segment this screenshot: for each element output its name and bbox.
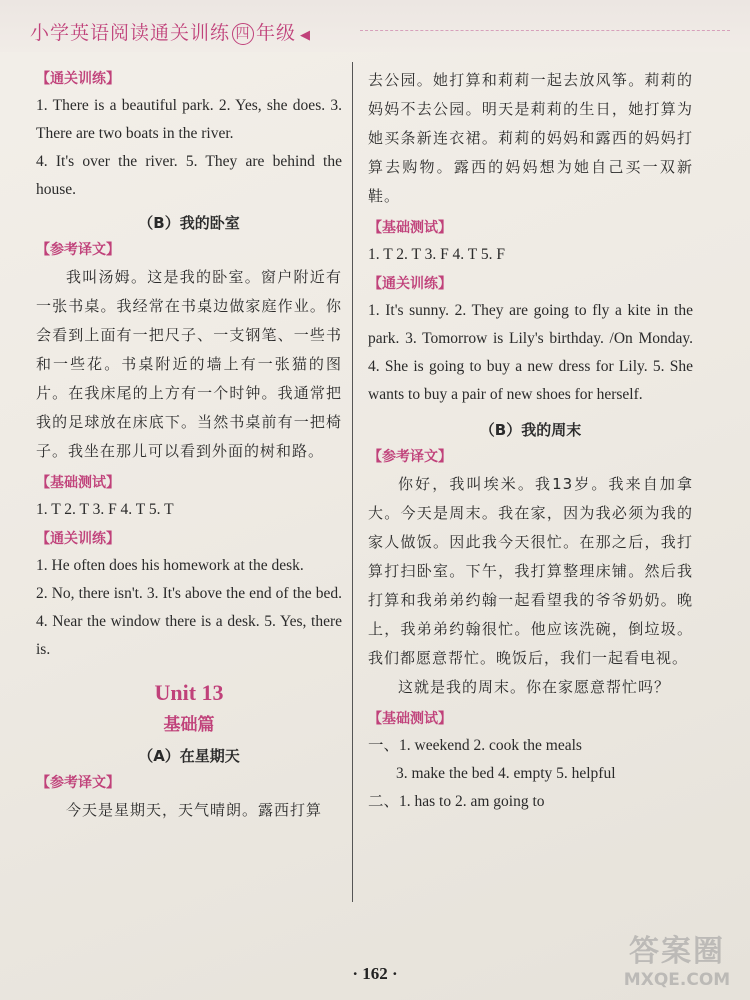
translation-paragraph: 你好，我叫埃米。我13岁。我来自加拿大。今天是周末。我在家，因为我必须为我的家人做饭。因此我今天很忙。在那之后，我打算打扫卧室。下午，我打算整理床铺。然后我打算和我弟弟约翰一起看望我的爷爷奶奶。晚上，我弟弟约翰很忙。他应该洗碗，倒垃圾。我们都愿意帮忙。晚饭后，我们一起看电视。: [368, 475, 693, 667]
answer-block: 1. It's sunny. 2. They are going to fly a kite in the park. 3. Tomorrow is Lily's birthday. /On Monday. 4. She is going to buy a new dress for Lily. 5. She wants to buy a pair of new shoes for herself.: [368, 302, 693, 403]
answer-block: [36, 92, 342, 204]
section-tag: 【参考译文】: [36, 775, 120, 791]
section-title: （B）我的卧室: [138, 214, 240, 232]
book-title-suffix: 年级: [256, 22, 297, 44]
section-tag: 【通关训练】: [368, 276, 452, 292]
basic-test-answers: 1. T 2. T 3. F 4. T 5. T: [36, 501, 174, 518]
basic-test-answers: 1. T 2. T 3. F 4. T 5. F: [368, 246, 505, 263]
arrow-icon: ◀: [300, 28, 312, 43]
section-tag: 【基础测试】: [368, 711, 452, 727]
page-number: · 162 ·: [352, 964, 398, 983]
answer-line: 1. He often does his homework at the desk.: [36, 557, 304, 574]
section-tag: 【通关训练】: [36, 531, 120, 547]
translation-text: [36, 263, 342, 466]
unit-subtitle: 基础篇: [163, 715, 215, 735]
answer-line: 1. There is a beautiful park. 2. Yes, she does. 3. There are two boats in the river.: [36, 97, 342, 142]
header-dashed-line: [360, 30, 730, 31]
section-title: （B）我的周末: [479, 421, 582, 439]
translation-paragraph: 去公园。她打算和莉莉一起去放风筝。莉莉的妈妈不去公园。明天是莉莉的生日，她打算为她买条新连衣裙。莉莉的妈妈和露西的妈妈打算去购物。露西的妈妈想为她自己买一双新鞋。: [368, 71, 693, 205]
section-tag: 【参考译文】: [368, 449, 452, 465]
unit-title: Unit 13: [154, 680, 224, 705]
section-tag: 【通关训练】: [36, 71, 120, 87]
translation-paragraph: 这就是我的周末。你在家愿意帮忙吗？: [398, 678, 671, 696]
book-title: [30, 18, 311, 45]
watermark-main: 答案圈: [629, 934, 725, 969]
watermark-sub: MXQE.COM: [623, 970, 731, 990]
section-tag: 【基础测试】: [36, 475, 120, 491]
translation-text: [36, 796, 342, 825]
translation-text: [368, 470, 693, 702]
answer-block: [36, 552, 342, 664]
answer-line: 一、1. weekend 2. cook the meals: [368, 737, 582, 754]
watermark-logo: [612, 926, 742, 996]
answer-line: 二、1. has to 2. am going to: [368, 793, 545, 810]
grade-circle: 四: [232, 23, 254, 45]
left-column: [36, 66, 342, 825]
section-tag: 【参考译文】: [36, 242, 120, 258]
answer-line: 4. It's over the river. 5. They are behind the house.: [36, 153, 342, 198]
answer-line: 2. No, there isn't. 3. It's above the end of the bed. 4. Near the window there is a desk. 5. Yes, there is.: [36, 585, 342, 658]
section-tag: 【基础测试】: [368, 220, 452, 236]
translation-text: [368, 66, 693, 211]
answer-line: 3. make the bed 4. empty 5. helpful: [396, 765, 616, 782]
book-title-text: 小学英语阅读通关训练: [30, 22, 231, 44]
column-divider: [352, 62, 353, 902]
vocab-answers: [368, 732, 693, 816]
translation-paragraph: 我叫汤姆。这是我的卧室。窗户附近有一张书桌。我经常在书桌边做家庭作业。你会看到上面有一把尺子、一支钢笔、一些书和一些花。书桌附近的墙上有一张猫的图片。在我床尾的上方有一个时钟。我通常把我的足球放在床底下。当然书桌前有一把椅子。我坐在那儿可以看到外面的树和路。: [36, 268, 342, 460]
section-title: （A）在星期天: [138, 747, 240, 765]
right-column: [368, 66, 693, 816]
translation-paragraph: 今天是星期天，天气晴朗。露西打算: [66, 801, 323, 819]
